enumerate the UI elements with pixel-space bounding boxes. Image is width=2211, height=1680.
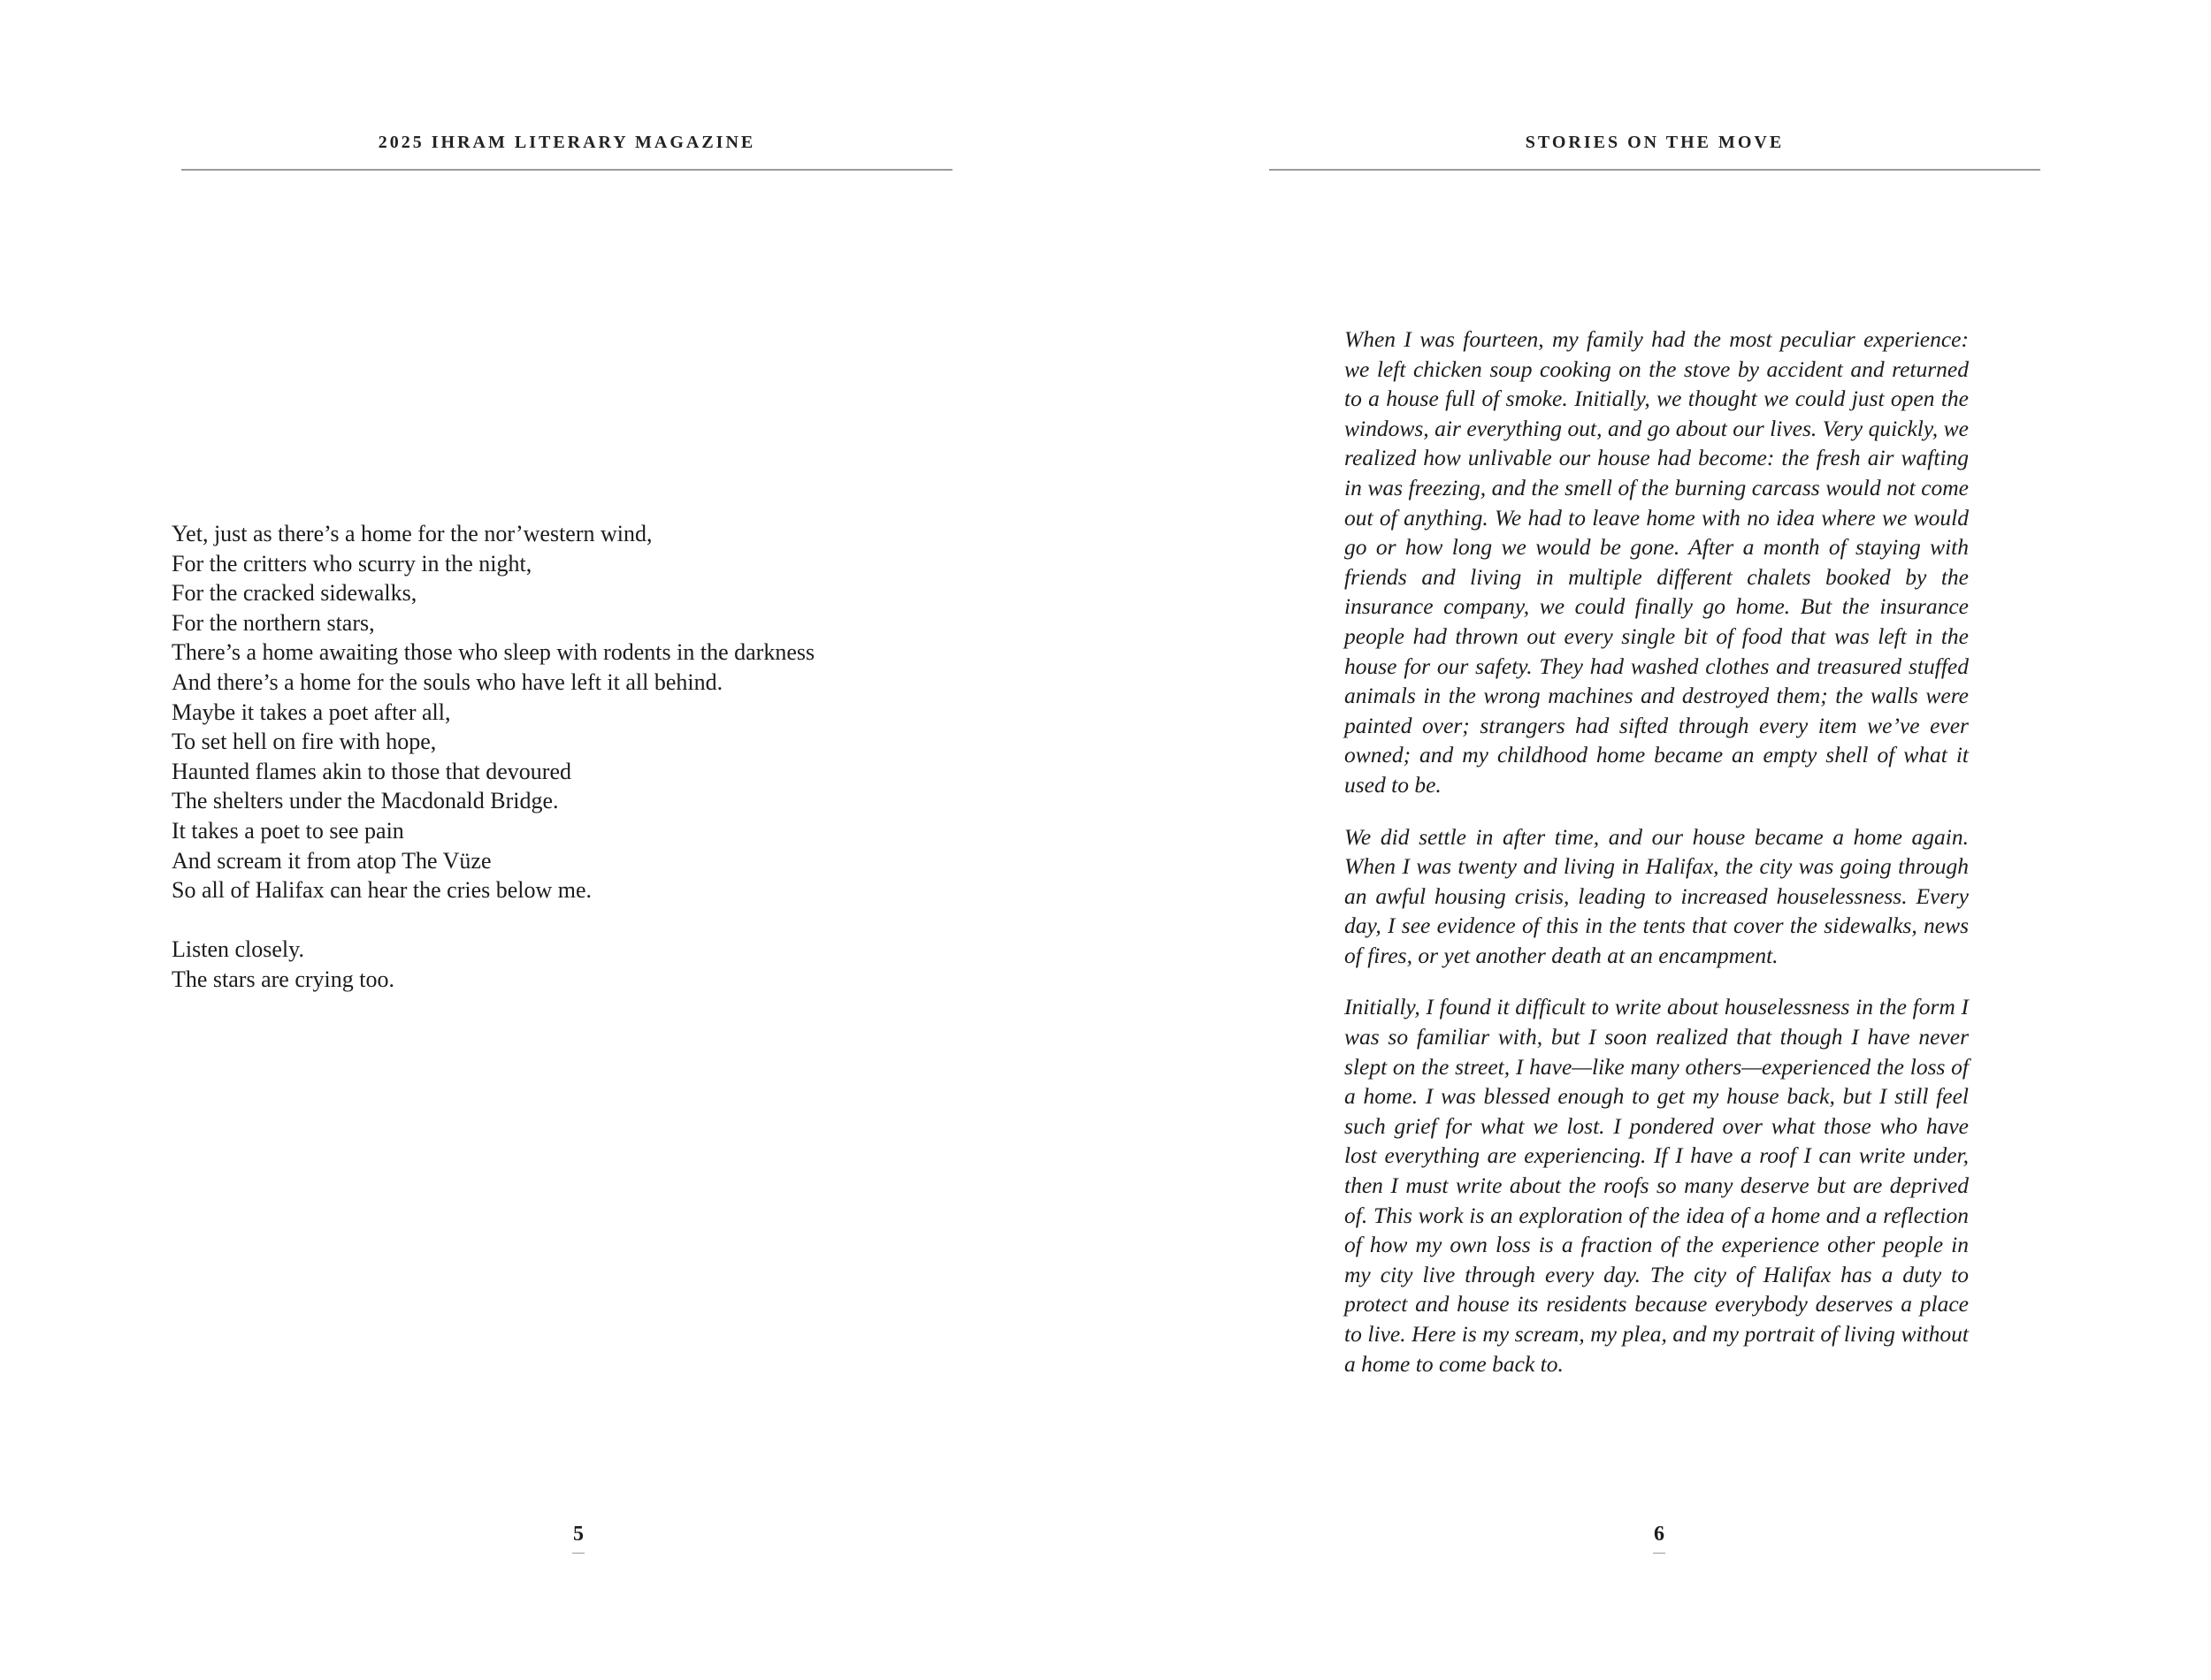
poem-line: Listen closely. xyxy=(172,936,304,963)
page-number-rule-right xyxy=(1653,1553,1665,1554)
header-rule-left xyxy=(181,169,952,171)
running-head-right: STORIES ON THE MOVE xyxy=(1525,133,1785,152)
paragraph: When I was fourteen, my family had the most peculiar experience: we left chicken soup cooking on the stove by accident and returned to a house full of smoke. Initially, we thought we could just open the windows, air everything out, and go about our lives. Very quickly, we realized how unlivable our house had become: the fresh air wafting in was freezing, and the smell of the burning carcass would not come out of anything. We had to leave home with no idea where we would go or how long we would be gone. After a month of staying with friends and living in multiple different chalets booked by the insurance company, we could finally go home. But the insurance people had thrown out every single bit of food that was left in the house for our safety. They had washed clothes and treasured stuffed animals in the wrong machines and destroyed them; the walls were painted over; strangers had sifted through every item we’ve ever owned; and my childhood home became an empty shell of what it used to be. xyxy=(1344,326,1969,798)
poem-line: Yet, just as there’s a home for the nor’western wind, xyxy=(172,521,653,546)
running-head-left: 2025 IHRAM LITERARY MAGAZINE xyxy=(378,133,756,152)
poem xyxy=(172,519,968,995)
poem-line: For the northern stars, xyxy=(172,609,375,636)
poem-line: Haunted flames akin to those that devoured xyxy=(172,758,571,784)
page-number-left: 5 xyxy=(573,1523,584,1546)
poem-line: So all of Halifax can hear the cries below me. xyxy=(172,877,593,904)
right-page xyxy=(1106,0,2211,1680)
poem-line: To set hell on fire with hope, xyxy=(172,729,437,755)
page-number-rule-left xyxy=(572,1553,585,1554)
page-number-right: 6 xyxy=(1654,1523,1664,1546)
poem-line: For the critters who scurry in the night, xyxy=(172,550,532,577)
stanza-break xyxy=(172,905,968,935)
poem-line: Maybe it takes a poet after all, xyxy=(172,699,451,725)
paragraph: Initially, I found it difficult to write about houselessness in the form I was so familiar with, but I soon realized that though I have never slept on the street, I have—like many others—experienced the loss of a home. I was blessed enough to get my house back, but I still feel such grief for what we lost. I pondered over what those who have lost everything are experiencing. If I have a roof I can write under, then I must write about the roofs so many deserve but are deprived of. This work is an exploration of the idea of a home and a reflection of how my own loss is a fraction of the experience other people in my city live through every day. The city of Halifax has a duty to protect and house its residents because everybody deserves a place to live. Here is my scream, my plea, and my portrait of living without a home to come back to. xyxy=(1344,994,1969,1377)
poem-line: And scream it from atop The Vüze xyxy=(172,847,492,874)
poem-line: There’s a home awaiting those who sleep with rodents in the darkness xyxy=(172,639,815,666)
header-rule-right xyxy=(1269,169,2040,171)
poem-line: The shelters under the Macdonald Bridge. xyxy=(172,788,559,814)
paragraph: We did settle in after time, and our house became a home again. When I was twenty and living in Halifax, the city was going through an awful housing crisis, leading to increased houselessness. Every day, I see evidence of this in the tents that cover the sidewalks, news of fires, or yet another death at an encampment. xyxy=(1344,823,1969,968)
prose-body xyxy=(1344,325,1969,1401)
poem-line: For the cracked sidewalks, xyxy=(172,580,417,607)
poem-line: And there’s a home for the souls who have left it all behind. xyxy=(172,668,723,695)
poem-line: The stars are crying too. xyxy=(172,966,394,992)
poem-line: It takes a poet to see pain xyxy=(172,817,404,844)
